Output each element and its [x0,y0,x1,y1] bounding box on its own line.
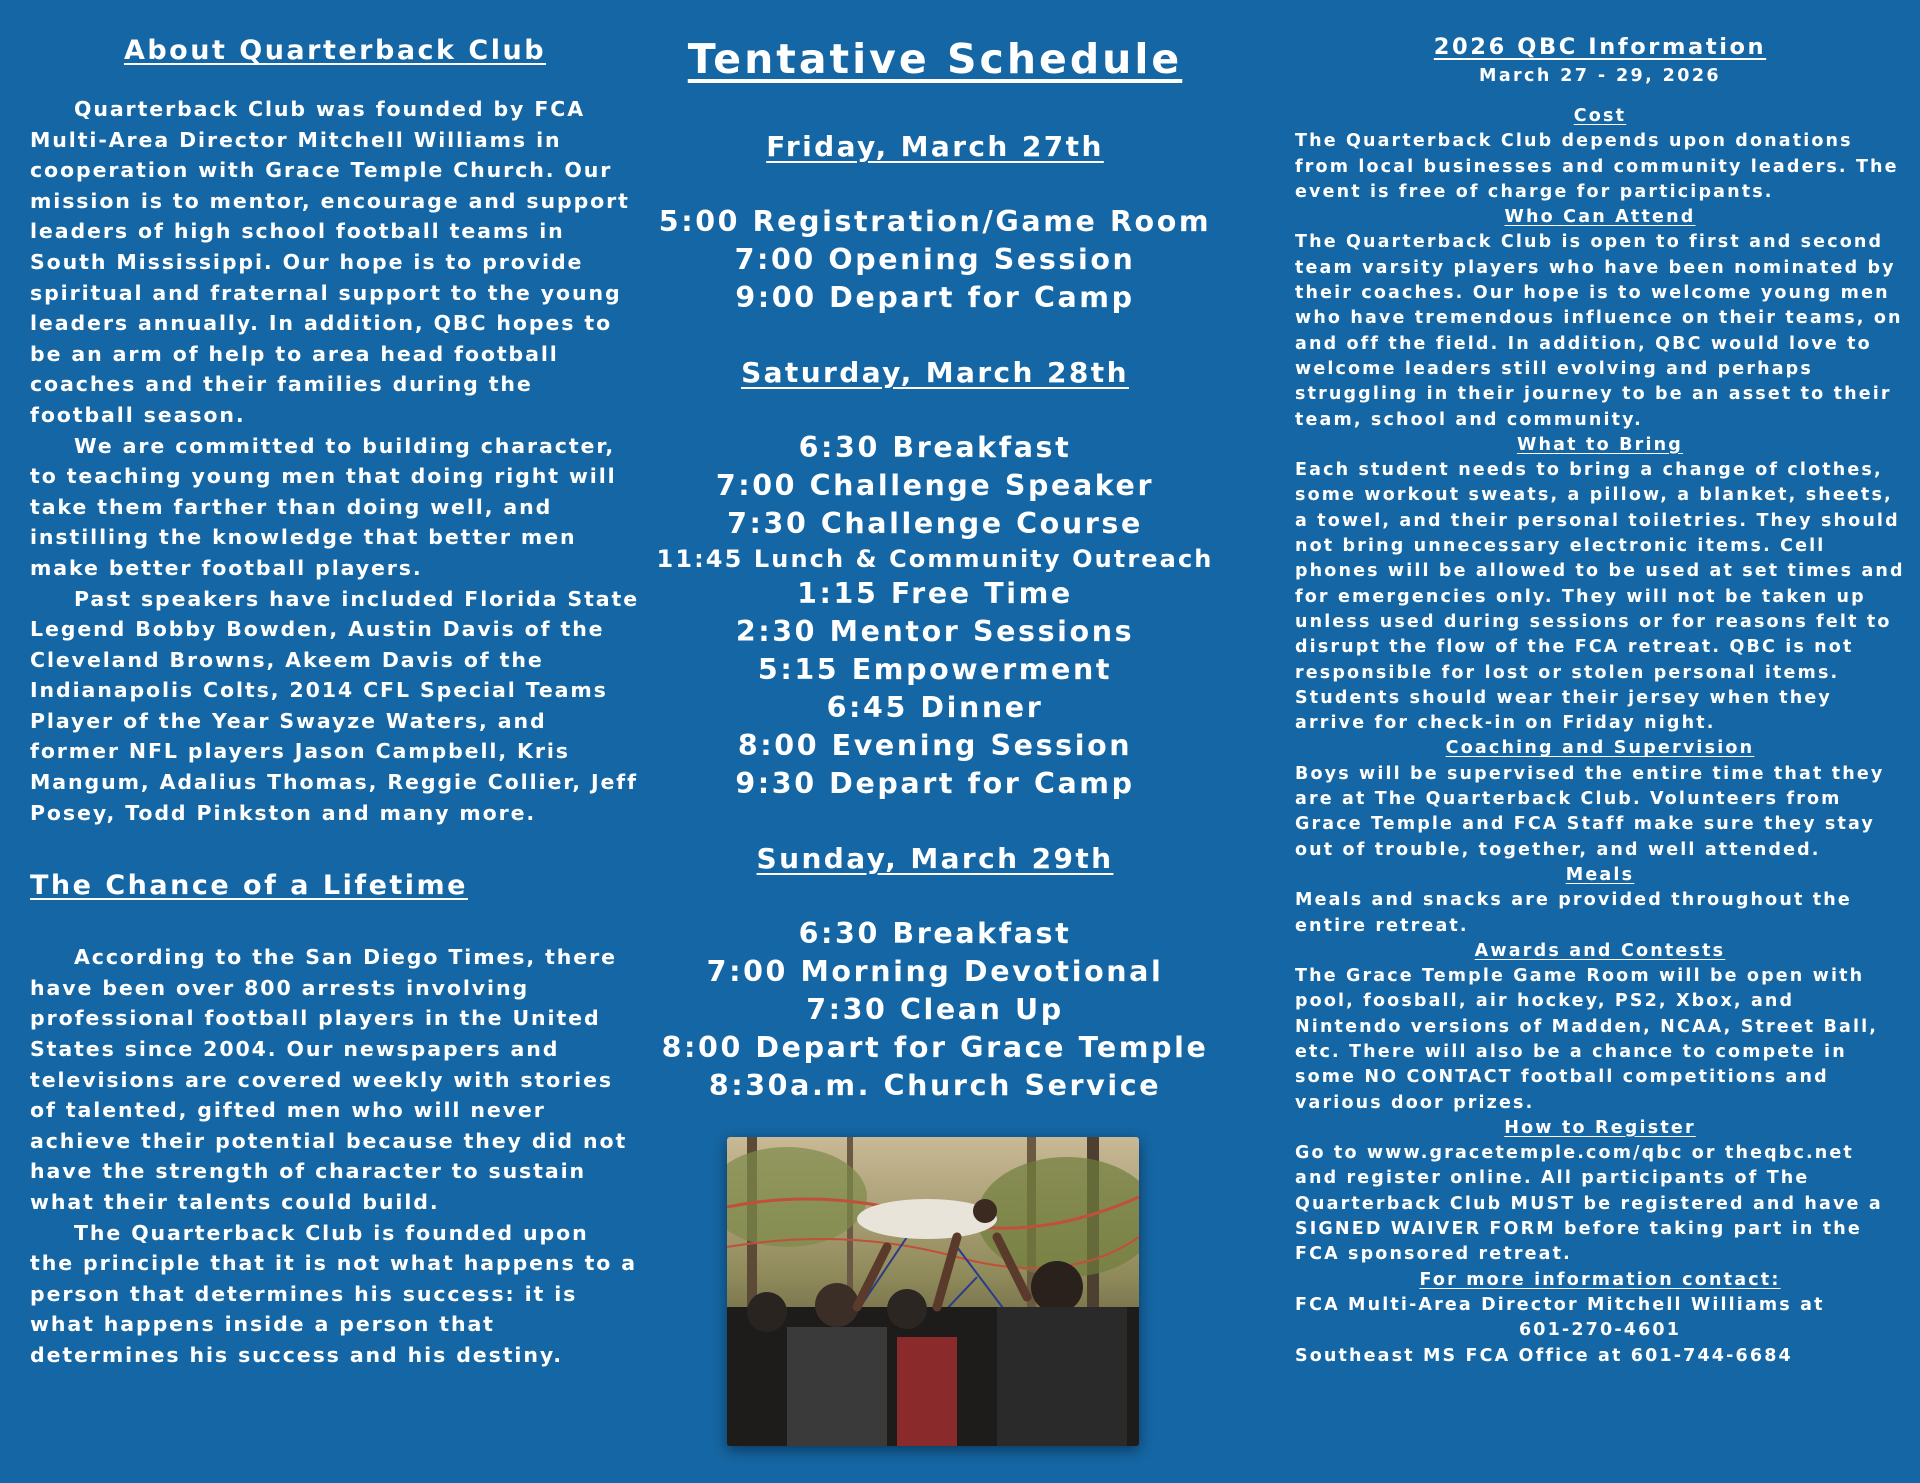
right-column [1295,0,1905,1369]
contact-heading: For more information contact: [1419,1269,1781,1290]
schedule-item: 9:00 Depart for Camp [735,281,1135,314]
contact-line-2: Southeast MS FCA Office at 601-744-6684 [1295,1345,1793,1366]
schedule-item: 6:45 Dinner [826,691,1044,724]
schedule-item: 7:00 Opening Session [734,243,1136,276]
attend-heading: Who Can Attend [1504,207,1696,228]
schedule-item: 7:00 Challenge Speaker [715,469,1155,502]
awards-text: The Grace Temple Game Room will be open with pool, foosball, air hockey, PS2, Xbox, and Nintendo versions of Madden, NCAA, Street Ball, etc. There will also be a chance to compete in some NO CONTACT football competitions and various door prizes. [1295,966,1879,1113]
team-building-photo [727,1137,1139,1446]
schedule-item: 7:30 Challenge Course [727,507,1143,540]
schedule-item: 9:30 Depart for Camp [735,767,1135,800]
chance-paragraph-1: According to the San Diego Times, there have been over 800 arrests involving professional football players in the United States since 2004. Our newspapers and televisions are covered weekly with stories of talented, gifted men who will never achieve their potential because they did not have the strength of character to sustain what their talents could build. [30,945,628,1214]
coaching-text: Boys will be supervised the entire time that they are at The Quarterback Club. Volunteers from Grace Temple and FCA Staff make sure they stay out of trouble, together, and well attended. [1295,763,1885,860]
meals-text: Meals and snacks are provided throughout the entire retreat. [1295,890,1852,936]
meals-heading: Meals [1565,864,1635,885]
contact-phone-1: 601-270-4601 [1518,1320,1682,1341]
schedule-item: 5:00 Registration/Game Room [658,205,1212,238]
about-paragraph-1: Quarterback Club was founded by FCA Multi-Area Director Mitchell Williams in cooperation with Grace Temple Church. Our mission is to mentor, encourage and support leaders of high school football teams in South Mississippi. Our hope is to provide spiritual and fraternal support to the young leaders annually. In addition, QBC hopes to be an arm of help to area head football coaches and their families during the football season. [30,97,630,427]
sunday-heading: Sunday, March 29th [756,842,1114,875]
schedule-item: 2:30 Mentor Sessions [735,615,1135,648]
friday-heading: Friday, March 27th [766,130,1104,163]
bring-heading: What to Bring [1516,434,1684,455]
bring-text: Each student needs to bring a change of clothes, some workout sweats, a pillow, a blanket, sheets, a towel, and their personal toiletries. They should not bring unnecessary electronic items. Cell phones will be allowed to be used at set times and for emergencies only. They will not be taken up unless used during sessions or for reasons felt to disrupt the flow of the FCA retreat. QBC is not responsible for lost or stolen personal items. Students should wear their jersey when they arrive for check-in on Friday night. [1295,460,1905,734]
schedule-item: 7:00 Morning Devotional [706,955,1164,988]
schedule-item: 7:30 Clean Up [806,993,1064,1026]
about-heading: About Quarterback Club [123,35,547,66]
register-text: Go to www.gracetemple.com/qbc or theqbc.net and register online. All participants of The Quarterback Club MUST be registered and have a SIGNED WAIVER FORM before taking part in the FCA sponsored retreat. [1295,1143,1883,1265]
left-column [30,0,640,1371]
about-paragraph-2: We are committed to building character, to teaching young men that doing right will take them farther than doing well, and instilling the knowledge that better men make better football players. [30,433,617,580]
saturday-heading: Saturday, March 28th [741,356,1129,389]
chance-heading: The Chance of a Lifetime [30,870,468,902]
info-dates: March 27 - 29, 2026 [1479,66,1721,86]
schedule-heading: Tentative Schedule [687,35,1183,83]
register-heading: How to Register [1504,1117,1696,1138]
awards-heading: Awards and Contests [1474,940,1726,961]
about-paragraph-3: Past speakers have included Florida State Legend Bobby Bowden, Austin Davis of the Cleveland Browns, Akeem Davis of the Indianapolis Colts, 2014 CFL Special Teams Player of the Year Swayze Waters, and former NFL players Jason Campbell, Kris Mangum, Adalius Thomas, Reggie Collier, Jeff Posey, Todd Pinkston and many more. [30,586,640,825]
schedule-item: 8:00 Depart for Grace Temple [661,1031,1209,1064]
cost-text: The Quarterback Club depends upon donations from local businesses and community leaders. The event is free of charge for participants. [1295,131,1899,202]
schedule-item: 11:45 Lunch & Community Outreach [656,545,1214,573]
contact-line-1: FCA Multi-Area Director Mitchell Williams at [1295,1294,1825,1315]
attend-text: The Quarterback Club is open to first and second team varsity players who have been nominated by their coaches. Our hope is to welcome young men who have tremendous influence on their teams, on and off the field. In addition, QBC would love to welcome leaders still evolving and perhaps struggling in their journey to be an asset to their team, school and community. [1295,232,1903,430]
middle-column [650,0,1220,1105]
chance-paragraph-2: The Quarterback Club is founded upon the principle that it is not what happens to a person that determines his success: it is what happens inside a person that determines his success and his destiny. [30,1220,638,1367]
photo-illustration [727,1137,1139,1446]
schedule-item: 6:30 Breakfast [798,431,1072,464]
info-heading: 2026 QBC Information [1433,34,1767,60]
schedule-item: 1:15 Free Time [797,577,1073,610]
schedule-item: 8:00 Evening Session [737,729,1133,762]
cost-heading: Cost [1573,106,1627,126]
schedule-item: 6:30 Breakfast [798,917,1072,950]
schedule-item: 8:30a.m. Church Service [708,1069,1162,1102]
schedule-item: 5:15 Empowerment [757,653,1113,686]
coaching-heading: Coaching and Supervision [1445,738,1755,759]
